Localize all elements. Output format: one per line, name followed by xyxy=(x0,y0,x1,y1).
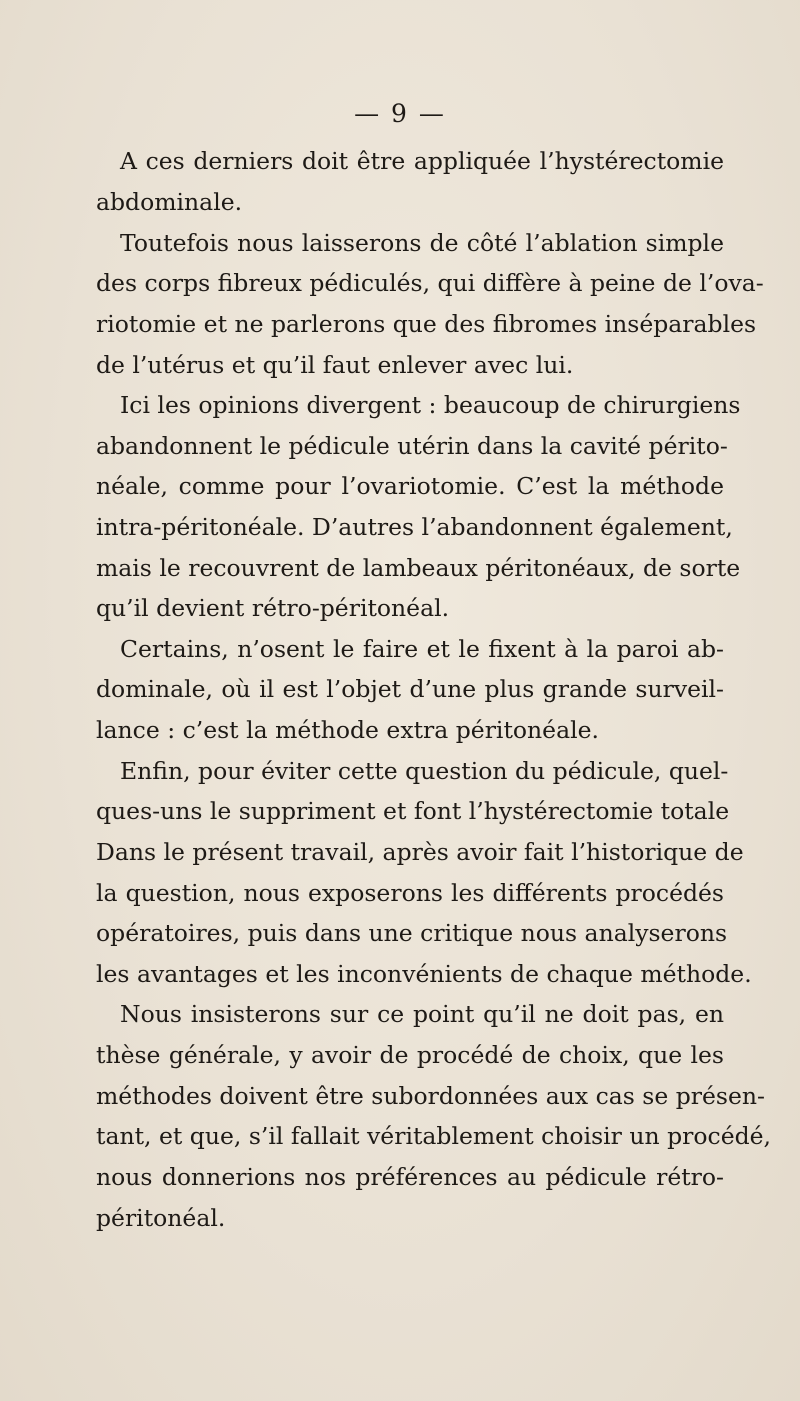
text-line: les avantages et les inconvénients de chaque méthode. xyxy=(96,960,752,988)
text-line: ques-uns le suppriment et font l’hystérectomie totale xyxy=(96,797,730,825)
text-line: lance : c’est la méthode extra péritonéale. xyxy=(96,716,599,744)
text-line: Dans le présent travail, après avoir fait l’historique de xyxy=(96,838,744,866)
text-line: Ici les opinions divergent : beaucoup de chirurgiens xyxy=(120,391,741,419)
text-line: des corps fibreux pédiculés, qui diffère à peine de l’ova- xyxy=(96,269,764,297)
text-line: nous donnerions nos préférences au pédicule rétro- xyxy=(96,1163,724,1191)
text-line: Certains, n’osent le faire et le fixent à la paroi ab- xyxy=(120,635,724,663)
text-line: abdominale. xyxy=(96,188,243,216)
text-line: Enfin, pour éviter cette question du pédicule, quel- xyxy=(120,757,729,785)
text-line: méthodes doivent être subordonnées aux cas se présen- xyxy=(96,1082,765,1110)
text-line: qu’il devient rétro-péritonéal. xyxy=(96,594,450,622)
text-line: opératoires, puis dans une critique nous analyserons xyxy=(96,919,728,947)
text-line: A ces derniers doit être appliquée l’hystérectomie xyxy=(120,147,724,175)
text-line: de l’utérus et qu’il faut enlever avec lui. xyxy=(96,351,574,379)
text-line: riotomie et ne parlerons que des fibromes inséparables xyxy=(96,310,757,338)
text-line: la question, nous exposerons les différents procédés xyxy=(96,879,724,907)
text-line: mais le recouvrent de lambeaux péritonéaux, de sorte xyxy=(96,554,741,582)
text-line: néale, comme pour l’ovariotomie. C’est la méthode xyxy=(96,472,724,500)
text-line: abandonnent le pédicule utérin dans la cavité périto- xyxy=(96,432,728,460)
text-line: intra-péritonéale. D’autres l’abandonnent également, xyxy=(96,513,733,541)
text-line: tant, et que, s’il fallait véritablement choisir un procédé, xyxy=(96,1122,772,1150)
text-line: Toutefois nous laisserons de côté l’ablation simple xyxy=(120,229,724,257)
text-line: thèse générale, y avoir de procédé de choix, que les xyxy=(96,1041,724,1069)
text-line: Nous insisterons sur ce point qu’il ne doit pas, en xyxy=(120,1000,724,1028)
text-line: dominale, où il est l’objet d’une plus grande surveil- xyxy=(96,675,724,703)
text-line: péritonéal. xyxy=(96,1204,226,1232)
page-number: — 9 — xyxy=(354,99,446,128)
